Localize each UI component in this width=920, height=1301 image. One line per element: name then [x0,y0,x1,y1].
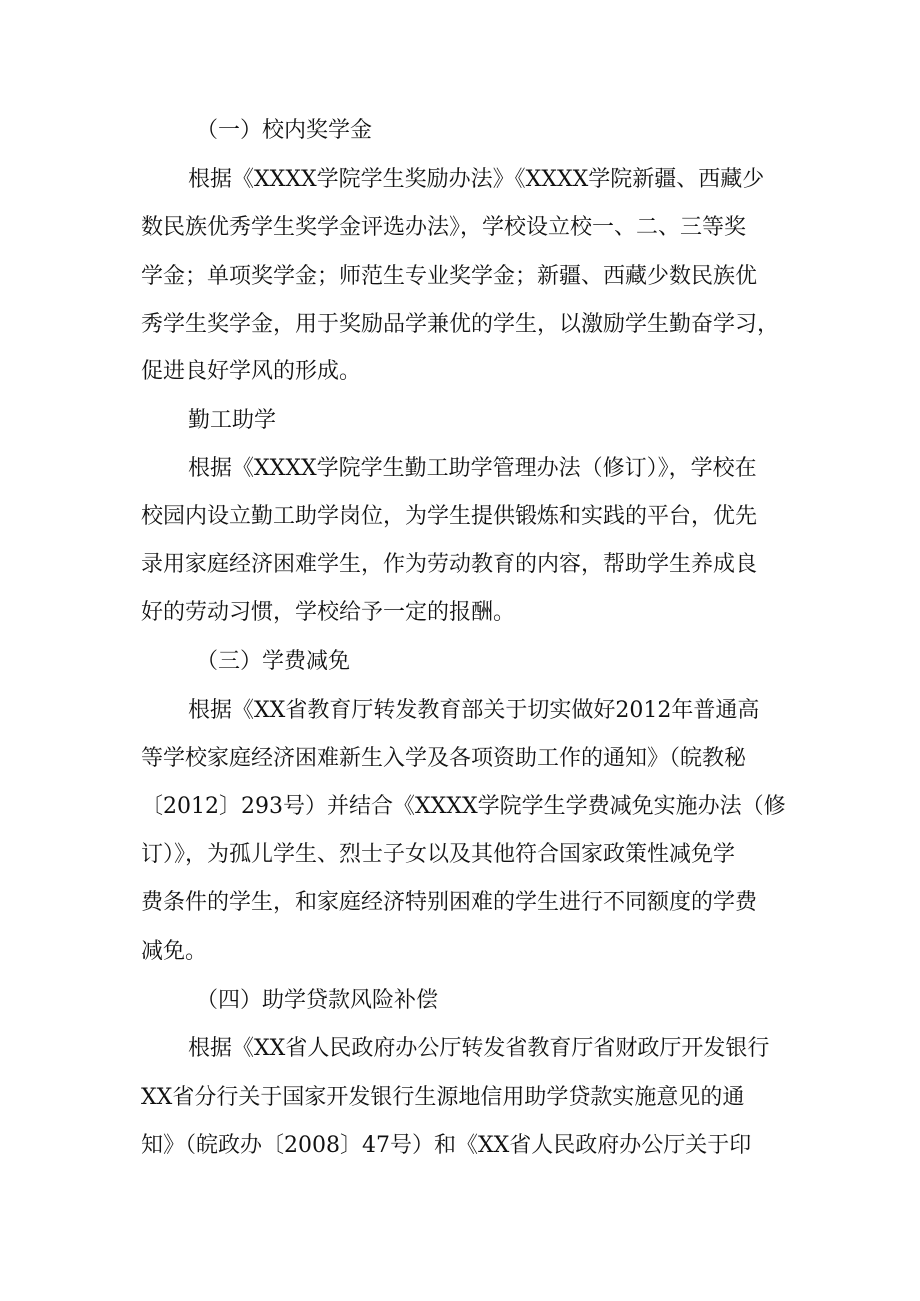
paragraph-line: XX省分行关于国家开发银行生源地信用助学贷款实施意见的通 [141,1085,745,1110]
paragraph-line: 订）》，为孤儿学生、烈士子女以及其他符合国家政策性减免学 [141,842,736,867]
paragraph-line: 学金；单项奖学金；师范生专业奖学金；新疆、西藏少数民族优 [141,264,758,289]
paragraph-line: 秀学生奖学金，用于奖励品学兼优的学生，以激励学生勤奋学习， [141,312,780,337]
paragraph-line: 知》（皖政办〔2008〕47号）和《XX省人民政府办公厅关于印 [141,1133,752,1158]
paragraph-line: 根据《XX省人民政府办公厅转发省教育厅省财政厅开发银行 [188,1036,770,1061]
paragraph-line: 根据《XX省教育厅转发教育部关于切实做好2012年普通高 [188,698,760,723]
section-heading-work-study: 勤工助学 [188,408,277,433]
paragraph-line: 校园内设立勤工助学岗位，为学生提供锻炼和实践的平台，优先 [141,504,758,529]
paragraph-line: 费条件的学生，和家庭经济特别困难的学生进行不同额度的学费 [141,890,758,915]
paragraph-line: 数民族优秀学生奖学金评选办法》，学校设立校一、二、三等奖 [141,215,747,240]
paragraph-line: 〔2012〕293号）并结合《XXXX学院学生学费减免实施办法（修 [141,794,786,819]
paragraph-line: 根据《XXXX学院学生奖励办法》《XXXX学院新疆、西藏少 [188,167,765,192]
section-heading-loan-risk-compensation: （四）助学贷款风险补偿 [196,988,439,1013]
paragraph-line: 录用家庭经济困难学生，作为劳动教育的内容，帮助学生养成良 [141,552,758,577]
paragraph-line: 好的劳动习惯，学校给予一定的报酬。 [141,600,516,625]
paragraph-line: 根据《XXXX学院学生勤工助学管理办法（修订）》，学校在 [188,456,757,481]
paragraph-line: 减免。 [141,939,208,964]
section-heading-scholarship: （一）校内奖学金 [196,118,373,143]
paragraph-line: 等学校家庭经济困难新生入学及各项资助工作的通知》（皖教秘 [141,746,747,771]
section-heading-tuition-waiver: （三）学费减免 [196,649,351,674]
paragraph-line: 促进良好学风的形成。 [141,359,362,384]
